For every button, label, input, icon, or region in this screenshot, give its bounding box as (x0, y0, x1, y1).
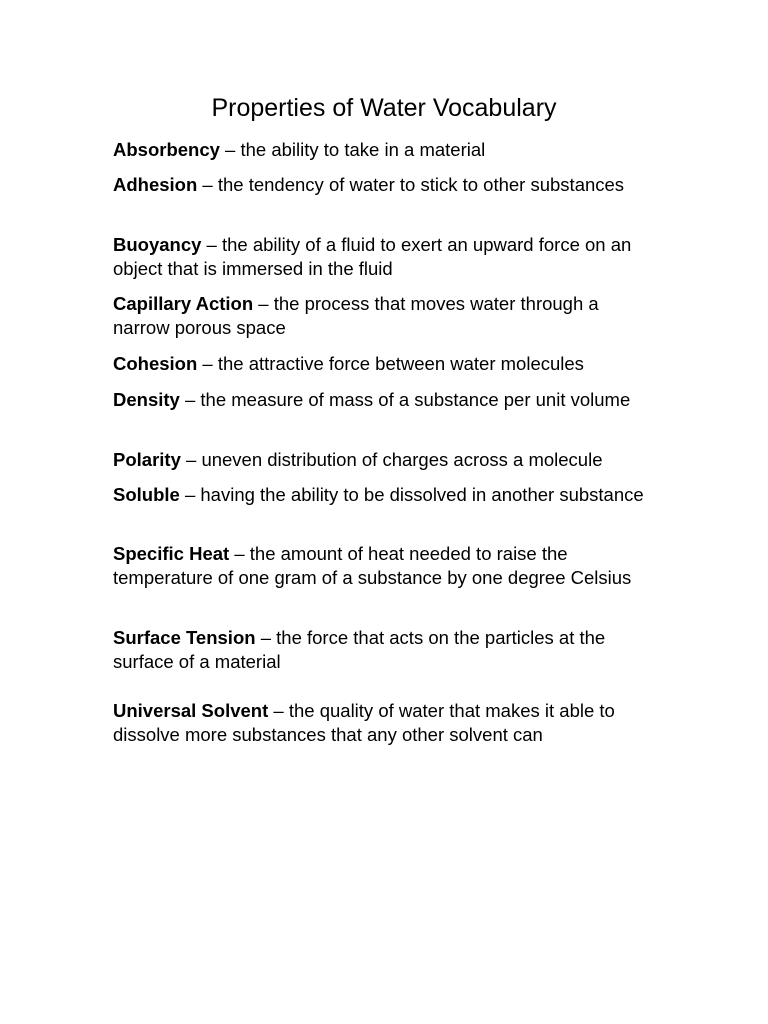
term-separator: – (179, 484, 201, 505)
term-separator: – (197, 174, 218, 195)
vocab-entry-absorbency (113, 138, 658, 162)
page-title: Properties of Water Vocabulary (211, 94, 557, 122)
vocab-term: Cohesion (113, 353, 198, 374)
term-separator: – (201, 234, 222, 255)
vocab-term: Polarity (113, 449, 181, 470)
vocab-definition: the ability of a fluid to exert an upward force on an object that is immersed in the fluid (113, 234, 632, 279)
vocab-term: Buoyancy (113, 234, 202, 255)
vocab-term: Universal Solvent (113, 700, 269, 721)
term-separator: – (197, 353, 218, 374)
vocab-definition: the tendency of water to stick to other substances (217, 174, 625, 195)
vocab-entry-surface-tension (113, 626, 658, 674)
vocab-definition: the quality of water that makes it able to dissolve more substances that any other solvent can (113, 700, 615, 745)
term-separator: – (219, 139, 241, 160)
term-separator: – (268, 700, 289, 721)
vocab-entry-adhesion (113, 173, 658, 197)
vocab-definition: the force that acts on the particles at the surface of a material (113, 627, 606, 672)
vocab-term: Capillary Action (113, 293, 254, 314)
vocab-definition: the attractive force between water molecules (217, 353, 584, 374)
vocab-entry-capillary-action (113, 292, 658, 340)
vocab-term: Adhesion (113, 174, 198, 195)
vocab-definition: the amount of heat needed to raise the temperature of one gram of a substance by one degree Celsius (113, 543, 632, 588)
term-separator: – (180, 449, 202, 470)
term-separator: – (253, 293, 274, 314)
vocab-term: Density (113, 389, 180, 410)
vocab-entry-specific-heat (113, 542, 658, 590)
vocab-entry-universal-solvent (113, 699, 658, 747)
vocab-term: Specific Heat (113, 543, 230, 564)
vocab-definition: having the ability to be dissolved in another substance (200, 484, 644, 505)
vocab-entry-density (113, 388, 658, 412)
term-separator: – (179, 389, 201, 410)
vocab-term: Surface Tension (113, 627, 256, 648)
vocab-entry-buoyancy (113, 233, 658, 281)
vocab-definition: uneven distribution of charges across a molecule (201, 449, 603, 470)
vocab-entry-soluble (113, 483, 658, 507)
vocab-definition: the process that moves water through a narrow porous space (113, 293, 599, 338)
vocab-definition: the measure of mass of a substance per unit volume (200, 389, 631, 410)
term-separator: – (255, 627, 277, 648)
term-separator: – (229, 543, 250, 564)
vocab-definition: the ability to take in a material (240, 139, 486, 160)
vocab-term: Soluble (113, 484, 180, 505)
vocab-entry-cohesion (113, 352, 658, 376)
vocab-term: Absorbency (113, 139, 220, 160)
vocab-entry-polarity (113, 448, 658, 472)
